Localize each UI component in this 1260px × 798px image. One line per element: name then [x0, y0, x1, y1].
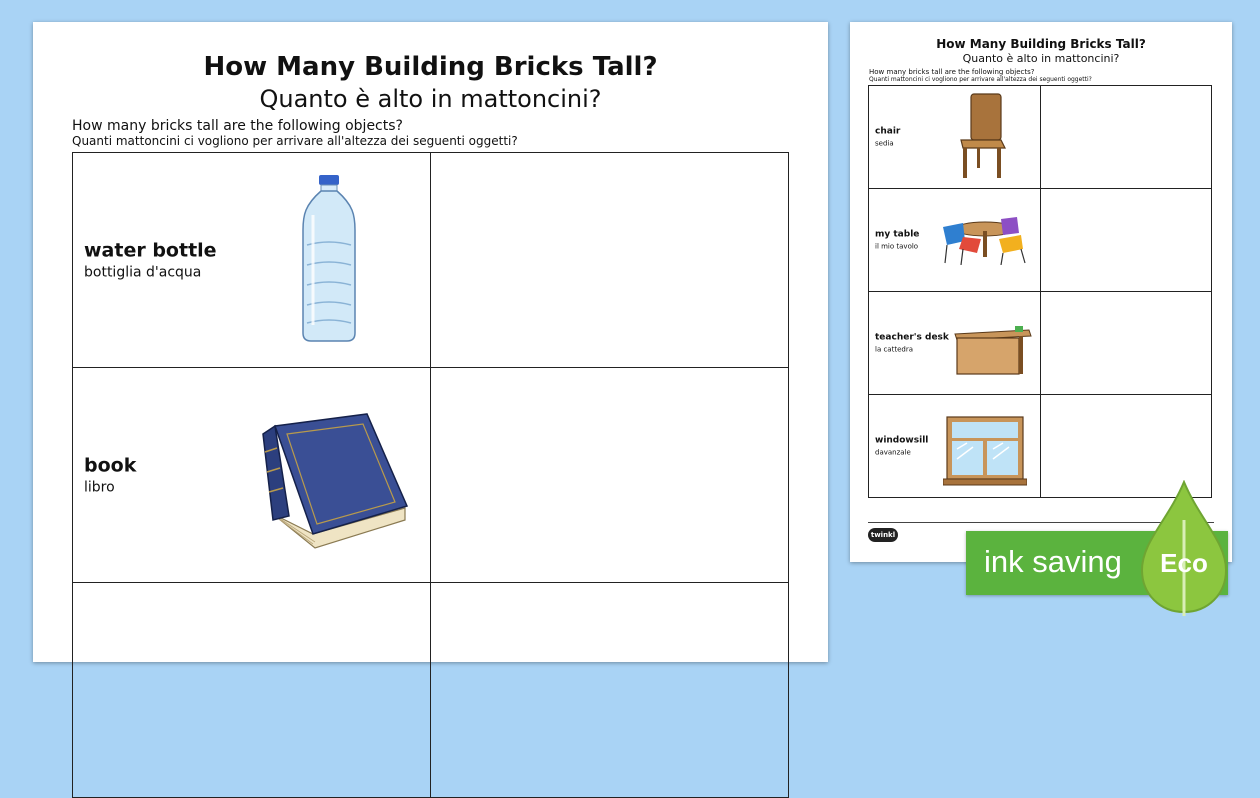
object-label-en: teacher's desk	[875, 332, 949, 343]
object-label-en: windowsill	[875, 435, 929, 446]
object-cell	[869, 292, 1041, 395]
table-row	[869, 292, 1212, 395]
table-row	[73, 583, 789, 798]
answer-cell[interactable]	[431, 583, 789, 798]
worksheet-preview-large	[33, 22, 828, 662]
object-label-en: my table	[875, 229, 920, 240]
window-icon	[943, 415, 1027, 487]
table-row	[869, 189, 1212, 292]
table-icon	[941, 209, 1029, 265]
object-label-it: libro	[84, 479, 115, 496]
object-cell	[73, 583, 431, 798]
instruction-it: Quanti mattoncini ci vogliono per arrivare all'altezza dei seguenti oggetti?	[72, 134, 518, 148]
object-label-it: il mio tavolo	[875, 242, 919, 251]
sheet-title-it: Quanto è alto in mattoncini?	[962, 52, 1120, 65]
objects-table	[72, 152, 789, 798]
instruction-en: How many bricks tall are the following objects?	[72, 118, 403, 134]
table-row	[869, 86, 1212, 189]
objects-table	[868, 85, 1212, 498]
eco-leaf-drop-icon	[1138, 480, 1230, 620]
object-label-en: book	[84, 454, 137, 477]
object-label-it: bottiglia d'acqua	[84, 264, 202, 281]
object-label-it: la cattedra	[875, 345, 914, 354]
object-cell	[869, 86, 1041, 189]
answer-cell[interactable]	[1040, 189, 1212, 292]
object-label-en: water bottle	[84, 239, 217, 262]
object-cell	[73, 153, 431, 368]
instruction-en: How many bricks tall are the following objects?	[869, 68, 1035, 76]
table-row	[73, 153, 789, 368]
water-bottle-icon	[299, 175, 359, 345]
answer-cell[interactable]	[1040, 86, 1212, 189]
answer-cell[interactable]	[431, 368, 789, 583]
instruction-it: Quanti mattoncini ci vogliono per arrivare all'altezza dei seguenti oggetti?	[869, 76, 1092, 83]
twinkl-logo: twinkl	[868, 528, 898, 542]
object-cell	[869, 189, 1041, 292]
ink-saving-text: ink saving	[984, 544, 1122, 579]
object-label-en: chair	[875, 126, 901, 137]
table-row	[73, 368, 789, 583]
object-cell	[869, 395, 1041, 498]
book-icon	[255, 412, 415, 552]
object-cell	[73, 368, 431, 583]
sheet-title-en: How Many Building Bricks Tall?	[203, 52, 658, 82]
object-label-it: davanzale	[875, 448, 911, 457]
eco-label: Eco	[1160, 548, 1208, 578]
answer-cell[interactable]	[431, 153, 789, 368]
chair-icon	[957, 92, 1007, 180]
desk-icon	[953, 326, 1033, 378]
sheet-title-en: How Many Building Bricks Tall?	[936, 37, 1146, 51]
answer-cell[interactable]	[1040, 292, 1212, 395]
sheet-title-it: Quanto è alto in mattoncini?	[259, 85, 602, 113]
object-label-it: sedia	[875, 139, 894, 148]
